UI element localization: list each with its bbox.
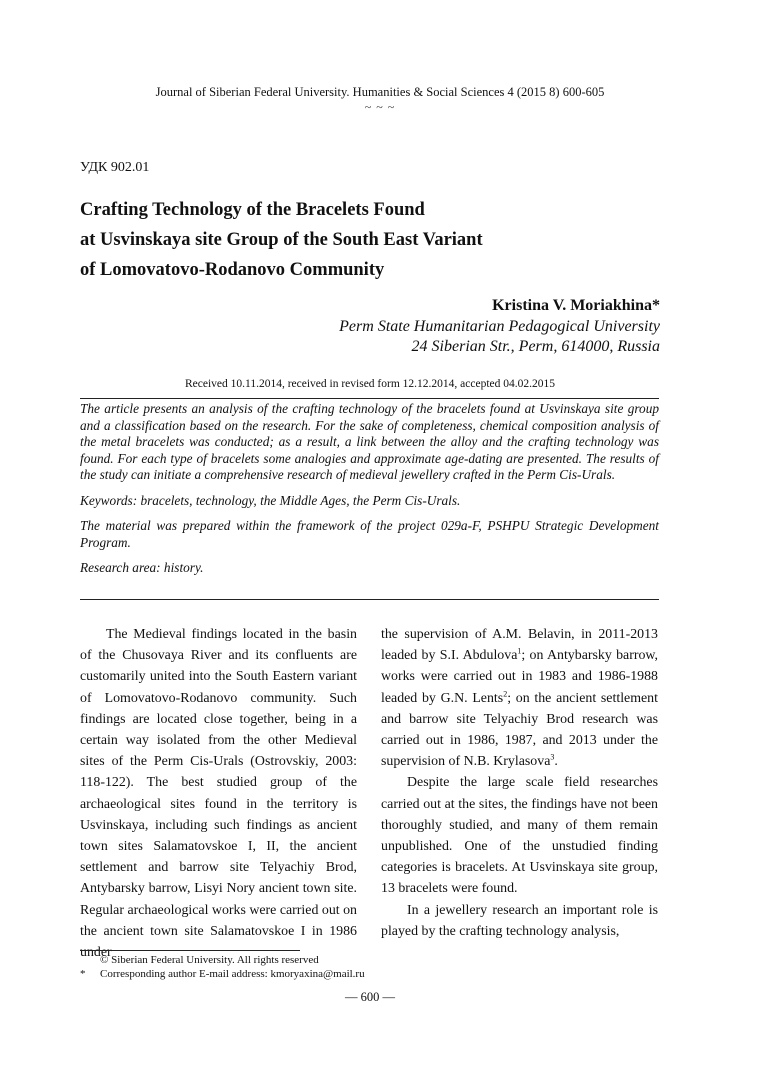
journal-header: Journal of Siberian Federal University. Humanities & Social Sciences 4 (2015 8) 600-605 bbox=[155, 85, 605, 99]
text-segment: . bbox=[554, 754, 558, 770]
body-paragraph: Despite the large scale field researches carried out at the sites, the findings have not been thoroughly studied, and many of them remain unpublished. One of the unstudied finding categories is bracelets. At Usvinskaya site group, 13 bracelets were found. bbox=[381, 775, 658, 897]
author-affiliation: Perm State Humanitarian Pedagogical University bbox=[339, 317, 660, 335]
title-line-3: of Lomovatovo-Rodanovo Community bbox=[80, 260, 385, 280]
abstract-bottom-rule bbox=[80, 599, 659, 600]
funding-note: The material was prepared within the framework of the project 029a-F, PSHPU Strategic Development Program. bbox=[80, 518, 659, 550]
abstract-text: The article presents an analysis of the crafting technology of the bracelets found at Usvinskaya site group and a classification based on the research. For the sake of completeness, chemical composition analysis of the metal bracelets was conducted; as a result, a link between the alloy and the crafting technology was found. For each type of bracelets some analogies and approximate age-dating are presented. The results of the study can initiate a comprehensive research of medieval jewellery crafted in the Perm Cis-Urals. bbox=[80, 401, 659, 482]
footnote-rule bbox=[80, 950, 300, 951]
author-block bbox=[339, 296, 660, 358]
research-area: Research area: history. bbox=[80, 560, 204, 575]
page-number: — 600 — bbox=[345, 990, 395, 1004]
article-title bbox=[80, 195, 680, 285]
footnote-corresponding bbox=[80, 967, 365, 981]
body-paragraph bbox=[381, 624, 658, 772]
udk-code: УДК 902.01 bbox=[80, 160, 150, 175]
text-segment: the supervision of A.M. Belavin, in 2011-2013 leaded by S.I. Abdulova bbox=[381, 627, 658, 664]
footnote-ref: 1 bbox=[517, 646, 522, 656]
author-name: Kristina V. Moriakhina* bbox=[492, 297, 660, 314]
title-line-1: Crafting Technology of the Bracelets Found bbox=[80, 200, 425, 220]
author-address: 24 Siberian Str., Perm, 614000, Russia bbox=[411, 338, 660, 355]
text-segment: ; on Antybarsky barrow, works were carried out in 1983 and 1986-1988 leaded by G.N. Lents bbox=[381, 648, 658, 706]
footnote-star: * bbox=[80, 968, 86, 980]
abstract-block bbox=[80, 401, 659, 586]
body-column-left bbox=[80, 624, 357, 963]
body-paragraph: In a jewellery research an important role is played by the crafting technology analysis, bbox=[381, 902, 658, 939]
received-dates: Received 10.11.2014, received in revised form 12.12.2014, accepted 04.02.2015 bbox=[184, 378, 556, 390]
keywords: Keywords: bracelets, technology, the Middle Ages, the Perm Cis-Urals. bbox=[80, 492, 461, 508]
abstract-top-rule bbox=[80, 398, 659, 399]
body-paragraph: The Medieval findings located in the basin of the Chusovaya River and its confluents are customarily united into the South Eastern variant of Lomovatovo-Rodanovo community. Such findings are located close together, being in a certain way isolated from the other Medieval sites of the Perm Cis-Urals (Ostrovskiy, 2003: 118-122). The best studied group of the archaeological sites found in the territory is Usvinskaya, including such findings as ancient town sites Salamatovskoe I, II, the ancient settlement and barrow site Telyachiy Brod, Antybarsky barrow, Lisyi Nory ancient town site. Regular archaeological works were carried out on the ancient town site Salamatovskoe I in 1986 under bbox=[80, 627, 357, 961]
footnote-ref: 3 bbox=[550, 752, 555, 762]
title-line-2: at Usvinskaya site Group of the South East Variant bbox=[80, 230, 483, 250]
corresponding-text: Corresponding author E-mail address: kmoryaxina@mail.ru bbox=[100, 968, 365, 980]
body-column-right bbox=[381, 624, 658, 942]
header-ornament: ~ ~ ~ bbox=[364, 100, 396, 114]
copyright-text: © Siberian Federal University. All rights reserved bbox=[100, 954, 319, 966]
footnote-ref: 2 bbox=[503, 688, 508, 698]
footnote-copyright bbox=[80, 953, 319, 967]
text-segment: ; on the ancient settlement and barrow site Telyachiy Brod research was carried out in 1986, 1987, and 2013 under the supervision of N.B. Krylasova bbox=[381, 690, 658, 770]
